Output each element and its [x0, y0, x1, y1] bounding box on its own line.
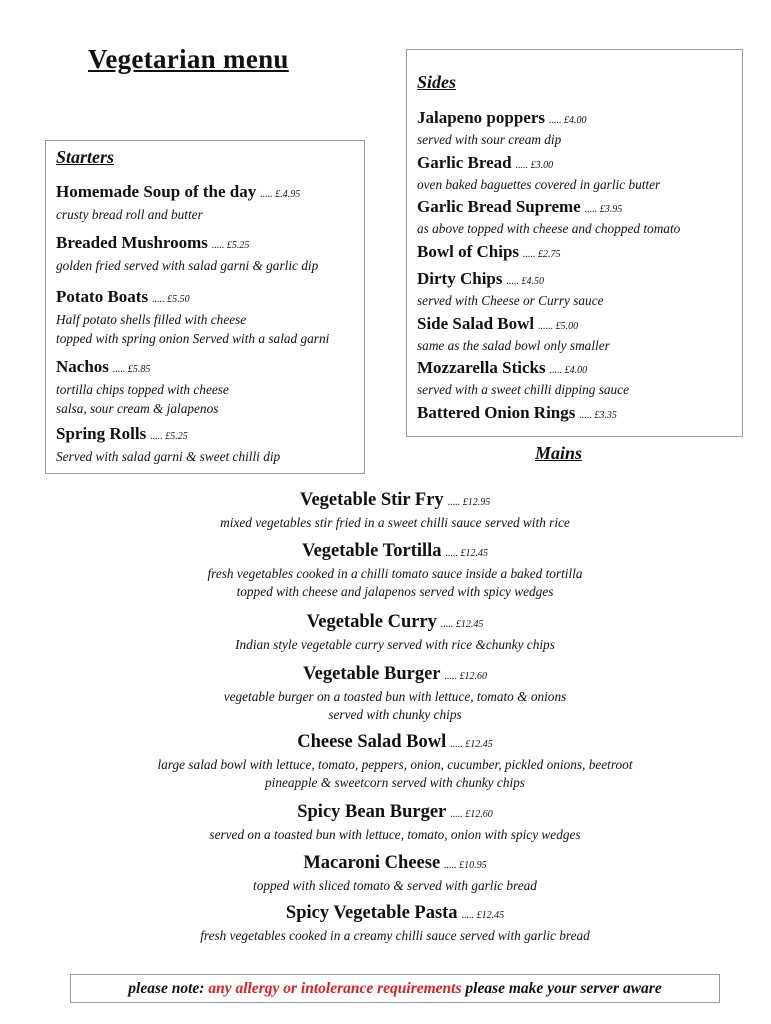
menu-item	[0, 611, 771, 654]
item-name-line	[0, 852, 771, 877]
item-name-line	[417, 314, 610, 337]
item-description: tortilla chips topped with cheese	[56, 382, 229, 397]
item-name: Spicy Bean Burger	[297, 802, 447, 822]
item-price: ..... £12.45	[450, 739, 493, 750]
menu-item	[417, 314, 610, 354]
item-price: ..... £3.95	[584, 204, 623, 215]
sides-section	[406, 49, 743, 437]
menu-item	[0, 801, 771, 844]
page-title: Vegetarian menu	[88, 44, 289, 74]
item-description: served with Cheese or Curry sauce	[417, 293, 604, 308]
item-description: served on a toasted bun with lettuce, tomato, onion with spicy wedges	[209, 827, 581, 842]
item-description: salsa, sour cream & jalapenos	[56, 401, 219, 416]
menu-item	[0, 489, 771, 532]
item-description: served with a sweet chilli dipping sauce	[417, 382, 629, 397]
item-name: Bowl of Chips	[417, 242, 520, 261]
sides-heading: Sides	[417, 72, 457, 92]
item-description: served with chunky chips	[328, 707, 462, 722]
item-description: fresh vegetables cooked in a creamy chilli sauce served with garlic bread	[200, 928, 590, 943]
item-price: ..... £.4.95	[260, 189, 301, 200]
item-name: Spring Rolls	[56, 424, 147, 443]
item-price: ...... £5.00	[538, 321, 579, 332]
item-name-line	[417, 403, 617, 426]
item-name: Homemade Soup of the day	[56, 182, 257, 201]
item-name-line	[417, 358, 629, 381]
menu-item	[0, 902, 771, 945]
starters-section	[45, 140, 365, 474]
item-name: Macaroni Cheese	[303, 853, 441, 873]
item-name-line	[417, 269, 604, 292]
item-description: Half potato shells filled with cheese	[56, 312, 247, 327]
item-name: Potato Boats	[56, 287, 149, 306]
item-price: ..... £12.45	[445, 548, 489, 559]
item-description: golden fried served with salad garni & garlic dip	[56, 258, 319, 273]
menu-item	[417, 403, 617, 426]
menu-item	[417, 269, 604, 309]
item-description: same as the salad bowl only smaller	[417, 338, 610, 353]
item-price: ..... £2.75	[523, 249, 561, 260]
item-price: ..... £5.25	[211, 240, 250, 251]
item-description: as above topped with cheese and chopped tomato	[417, 221, 681, 236]
item-name: Dirty Chips	[417, 269, 503, 288]
item-price: ..... £4.00	[549, 365, 588, 376]
item-name: Vegetable Burger	[302, 664, 441, 684]
menu-item	[0, 852, 771, 895]
item-price: ..... £12.45	[440, 619, 484, 630]
item-price: ..... £12.60	[450, 809, 493, 820]
allergy-notice	[70, 974, 720, 1003]
item-name: Side Salad Bowl	[417, 314, 535, 333]
menu-item	[56, 357, 229, 418]
item-description: fresh vegetables cooked in a chilli tomato sauce inside a baked tortilla	[207, 566, 583, 581]
item-description: large salad bowl with lettuce, tomato, peppers, onion, cucumber, pickled onions, beetroot	[157, 757, 633, 772]
item-name-line	[56, 182, 300, 205]
item-price: ..... £5.50	[152, 294, 190, 305]
item-price: ..... £4.50	[506, 276, 544, 287]
item-name: Vegetable Tortilla	[301, 541, 442, 561]
item-name: Breaded Mushrooms	[56, 233, 208, 252]
item-name: Spicy Vegetable Pasta	[285, 903, 458, 923]
item-name-line	[0, 731, 771, 756]
menu-item	[417, 242, 561, 265]
item-description: Indian style vegetable curry served with rice &chunky chips	[235, 637, 555, 652]
menu-item	[0, 663, 771, 724]
item-name-line	[0, 540, 771, 565]
item-name-line	[56, 287, 329, 310]
item-name: Nachos	[56, 357, 109, 376]
item-price: ..... £12.60	[444, 671, 488, 682]
item-description: crusty bread roll and butter	[56, 207, 203, 222]
item-name-line	[0, 489, 771, 514]
item-price: ..... £3.00	[515, 160, 554, 171]
menu-item	[56, 287, 329, 348]
menu-item	[0, 731, 771, 792]
notice-suffix: please make your server aware	[461, 980, 662, 997]
item-name-line	[0, 663, 771, 688]
item-price: ..... £4.00	[549, 115, 587, 126]
item-name-line	[0, 611, 771, 636]
item-name-line	[417, 108, 587, 131]
item-price: ..... £5.85	[112, 364, 151, 375]
notice-highlight: any allergy or intolerance requirements	[208, 980, 462, 997]
item-price: ..... £5.25	[150, 431, 188, 442]
item-name: Jalapeno poppers	[417, 108, 545, 127]
item-description: topped with sliced tomato & served with garlic bread	[253, 878, 537, 893]
item-price: ..... £10.95	[444, 860, 487, 871]
item-name: Garlic Bread	[417, 153, 512, 172]
starters-heading: Starters	[56, 147, 115, 167]
item-price: ..... £12.95	[447, 497, 491, 508]
menu-item	[417, 108, 587, 148]
item-description: vegetable burger on a toasted bun with lettuce, tomato & onions	[223, 689, 567, 704]
item-description: Served with salad garni & sweet chilli dip	[56, 449, 281, 464]
item-name: Battered Onion Rings	[417, 403, 576, 422]
item-name: Garlic Bread Supreme	[417, 197, 581, 216]
item-name-line	[417, 242, 561, 265]
menu-item	[0, 540, 771, 601]
item-description: served with sour cream dip	[417, 132, 562, 147]
mains-heading: Mains	[535, 443, 583, 463]
item-description: oven baked baguettes covered in garlic butter	[417, 177, 661, 192]
item-name: Mozzarella Sticks	[417, 358, 546, 377]
menu-item	[417, 153, 660, 193]
menu-item	[56, 182, 300, 224]
menu-item	[56, 424, 280, 466]
item-name: Vegetable Curry	[306, 612, 437, 632]
item-price: ..... £3.35	[579, 410, 617, 421]
item-description: pineapple & sweetcorn served with chunky chips	[265, 775, 525, 790]
item-name-line	[56, 233, 318, 256]
item-name-line	[417, 153, 660, 176]
item-name-line	[56, 357, 229, 380]
item-name-line	[56, 424, 280, 447]
item-name: Cheese Salad Bowl	[297, 732, 447, 752]
item-name-line	[417, 197, 680, 220]
item-description: mixed vegetables stir fried in a sweet chilli sauce served with rice	[220, 515, 570, 530]
menu-item	[417, 197, 680, 237]
item-price: ..... £12.45	[461, 910, 505, 921]
item-name: Vegetable Stir Fry	[299, 490, 444, 510]
item-description: topped with cheese and jalapenos served with spicy wedges	[236, 584, 554, 599]
menu-item	[417, 358, 629, 398]
notice-prefix: please note:	[128, 980, 209, 997]
item-name-line	[0, 801, 771, 826]
item-name-line	[0, 902, 771, 927]
item-description: topped with spring onion Served with a salad garni	[56, 331, 330, 346]
menu-item	[56, 233, 318, 275]
